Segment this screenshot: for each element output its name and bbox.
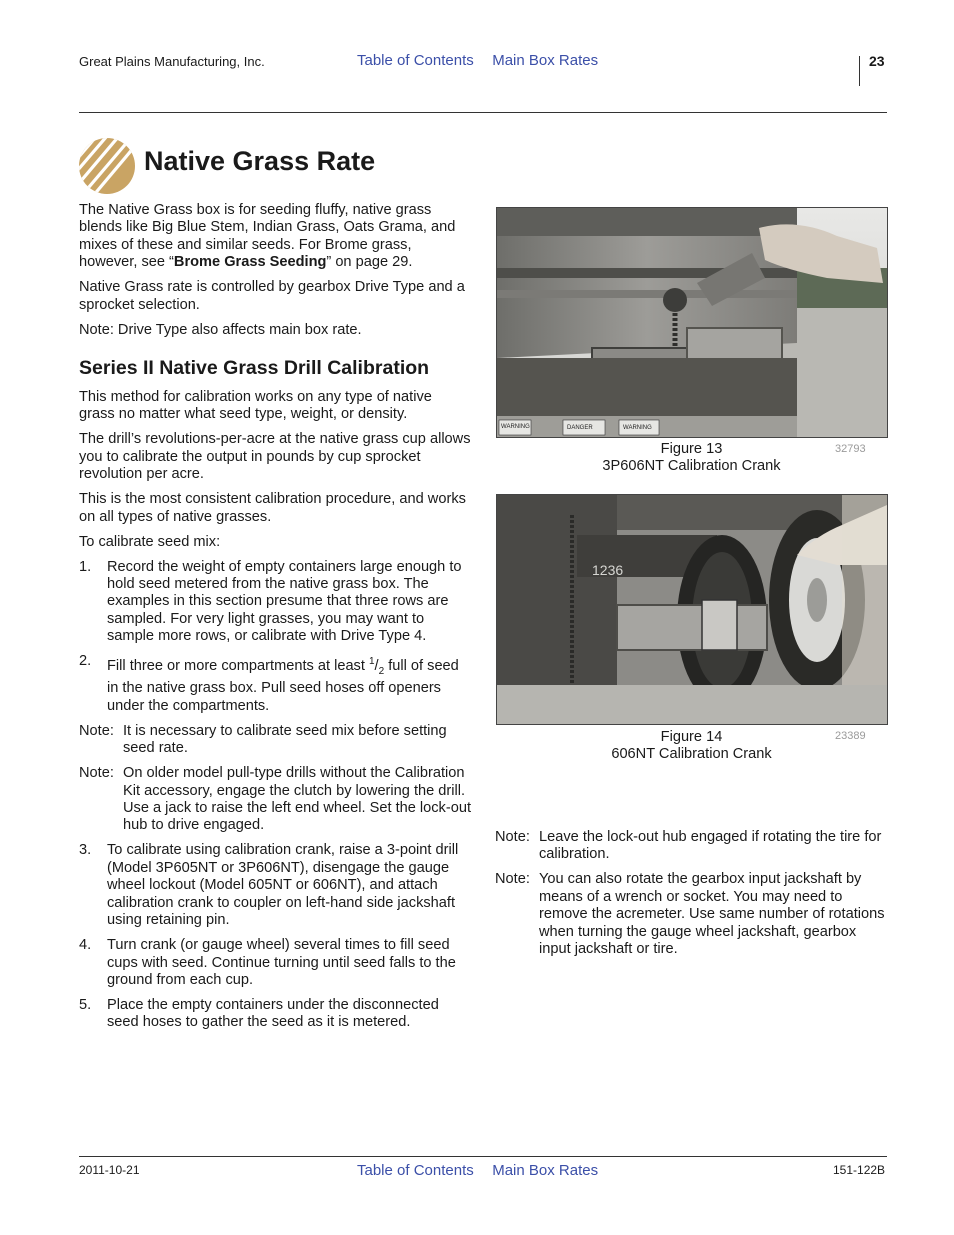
step-text: Place the empty containers under the disconnected seed hoses to gather the seed as it is metered.	[107, 996, 439, 1031]
intro-text: The Native Grass box is for seeding fluffy, native grass blends like Big Blue Stem, Indian Grass, Oats Grama, and mixes of these and similar seeds. For Brome grass, however, see “	[79, 202, 456, 271]
fraction-denominator: 2	[378, 666, 385, 678]
step-text-end: full of seed in the native grass box. Pull seed hoses off openers under the compartments.	[107, 658, 459, 714]
figure-13-label: Figure 13	[660, 441, 723, 457]
step-3	[79, 842, 471, 929]
figure-13-photo	[496, 207, 888, 438]
step-number: 2.	[79, 653, 92, 670]
section-paragraph-4: To calibrate seed mix:	[79, 533, 221, 550]
step-4	[79, 937, 471, 989]
section-paragraph-1: This method for calibration works on any type of native grass no matter what seed type, weight, or density.	[79, 389, 432, 423]
footer-main-box-rates-link[interactable]: Main Box Rates	[492, 1162, 599, 1179]
header-links	[357, 52, 612, 70]
warning-decal-1: WARNING	[501, 424, 530, 430]
figure-13-title: 3P606NT Calibration Crank	[602, 458, 781, 475]
marking-text: 1236	[592, 562, 624, 578]
figure-13-id: 32793	[835, 443, 866, 455]
note-left-2	[79, 765, 471, 835]
note-label: Note:	[79, 765, 114, 782]
figure-14-photo	[496, 494, 888, 725]
note-label: Note:	[495, 871, 530, 888]
header-main-box-rates-link[interactable]: Main Box Rates	[492, 52, 599, 69]
section-paragraph-3: This is the most consistent calibration procedure, and works on all types of native grasses.	[79, 491, 466, 525]
great-plains-logo-icon	[79, 138, 135, 194]
step-2: 2. Fill three or more compartments at least $^1/_2$ full of seed in the native grass box. Pull seed hoses off openers under the compartments.	[79, 653, 459, 714]
left-column	[79, 202, 471, 1039]
footer-links	[357, 1162, 612, 1180]
note-text: Leave the lock-out hub engaged if rotating the tire for calibration.	[539, 829, 882, 863]
section-paragraph-2: The drill’s revolutions-per-acre at the native grass cup allows you to calibrate the output in pounds by cup sprocket revolution per acre.	[79, 431, 471, 483]
figure-14-label: Figure 14	[660, 729, 723, 745]
note-label: Note:	[79, 722, 114, 739]
page-title: Native Grass Rate	[144, 146, 376, 176]
fraction-numerator: 1	[368, 656, 375, 668]
step-text: Turn crank (or gauge wheel) several times to fill seed cups with seed. Continue turning until seed falls to the ground from each cup.	[107, 937, 456, 988]
note-left-1	[79, 723, 471, 758]
right-column	[495, 829, 887, 966]
note-text: It is necessary to calibrate seed mix before setting seed rate.	[123, 722, 447, 757]
figure-13-caption	[496, 441, 887, 476]
step-1	[79, 559, 471, 646]
step-number: 1.	[79, 558, 92, 575]
note-right-1	[495, 829, 887, 864]
intro-note: Note: Drive Type also affects main box rate.	[79, 321, 362, 338]
figure-14-title: 606NT Calibration Crank	[611, 746, 772, 763]
danger-decal: DANGER	[567, 425, 593, 431]
footer-doc-number: 151-122B	[833, 1163, 886, 1177]
header-toc-link[interactable]: Table of Contents	[357, 52, 474, 69]
section-heading: Series II Native Grass Drill Calibration	[79, 357, 430, 380]
footer-date: 2011-10-21	[79, 1163, 140, 1177]
intro-text-end: ” on page 29.	[326, 254, 413, 271]
step-text: Record the weight of empty containers large enough to hold seed metered from the native grass box. The examples in this section presume that three rows are sampled. For very light grasses, you may want to sample more rows, or calibrate with Drive Type 4.	[107, 558, 462, 645]
header-company: Great Plains Manufacturing, Inc.	[79, 54, 265, 69]
brome-grass-reference: Brome Grass Seeding	[173, 254, 327, 271]
step-text: To calibrate using calibration crank, raise a 3-point drill (Model 3P605NT or 3P606NT), disengage the gauge wheel lockout (Model 605NT or 606NT), and attach calibration crank to coupler on left-hand side jackshaft using retaining pin.	[107, 842, 459, 929]
footer-toc-link[interactable]: Table of Contents	[357, 1162, 474, 1179]
calibration-crank-photo-icon	[497, 208, 887, 437]
note-right-2	[495, 871, 887, 958]
warning-decal-2: WARNING	[623, 425, 652, 431]
note-label: Note:	[495, 829, 530, 845]
note-text: You can also rotate the gearbox input jackshaft by means of a wrench or socket. You may need to remove the acremeter. Use same number of rotations when turning the gauge wheel jackshaft, gearbox input jackshaft or tire.	[539, 871, 885, 958]
figure-14-id: 23389	[835, 730, 866, 742]
step-text: Fill three or more compartments at least	[107, 658, 369, 675]
gauge-wheel-crank-photo-icon	[497, 495, 887, 724]
step-number: 5.	[79, 996, 92, 1013]
page-number: 23	[869, 53, 885, 69]
note-text: On older model pull-type drills without the Calibration Kit accessory, engage the clutch by lowering the drill. Use a jack to raise the left end wheel. Set the lock-out hub to drive engaged.	[123, 765, 472, 834]
bottom-rule	[79, 1156, 887, 1157]
figure-14-caption	[496, 729, 887, 764]
step-number: 4.	[79, 937, 92, 954]
intro-paragraph-1	[79, 202, 471, 272]
header-divider	[859, 56, 860, 86]
step-number: 3.	[79, 842, 92, 859]
step-5	[79, 997, 471, 1032]
top-rule	[79, 112, 887, 113]
intro-paragraph-2: Native Grass rate is controlled by gearbox Drive Type and a sprocket selection.	[79, 279, 465, 313]
